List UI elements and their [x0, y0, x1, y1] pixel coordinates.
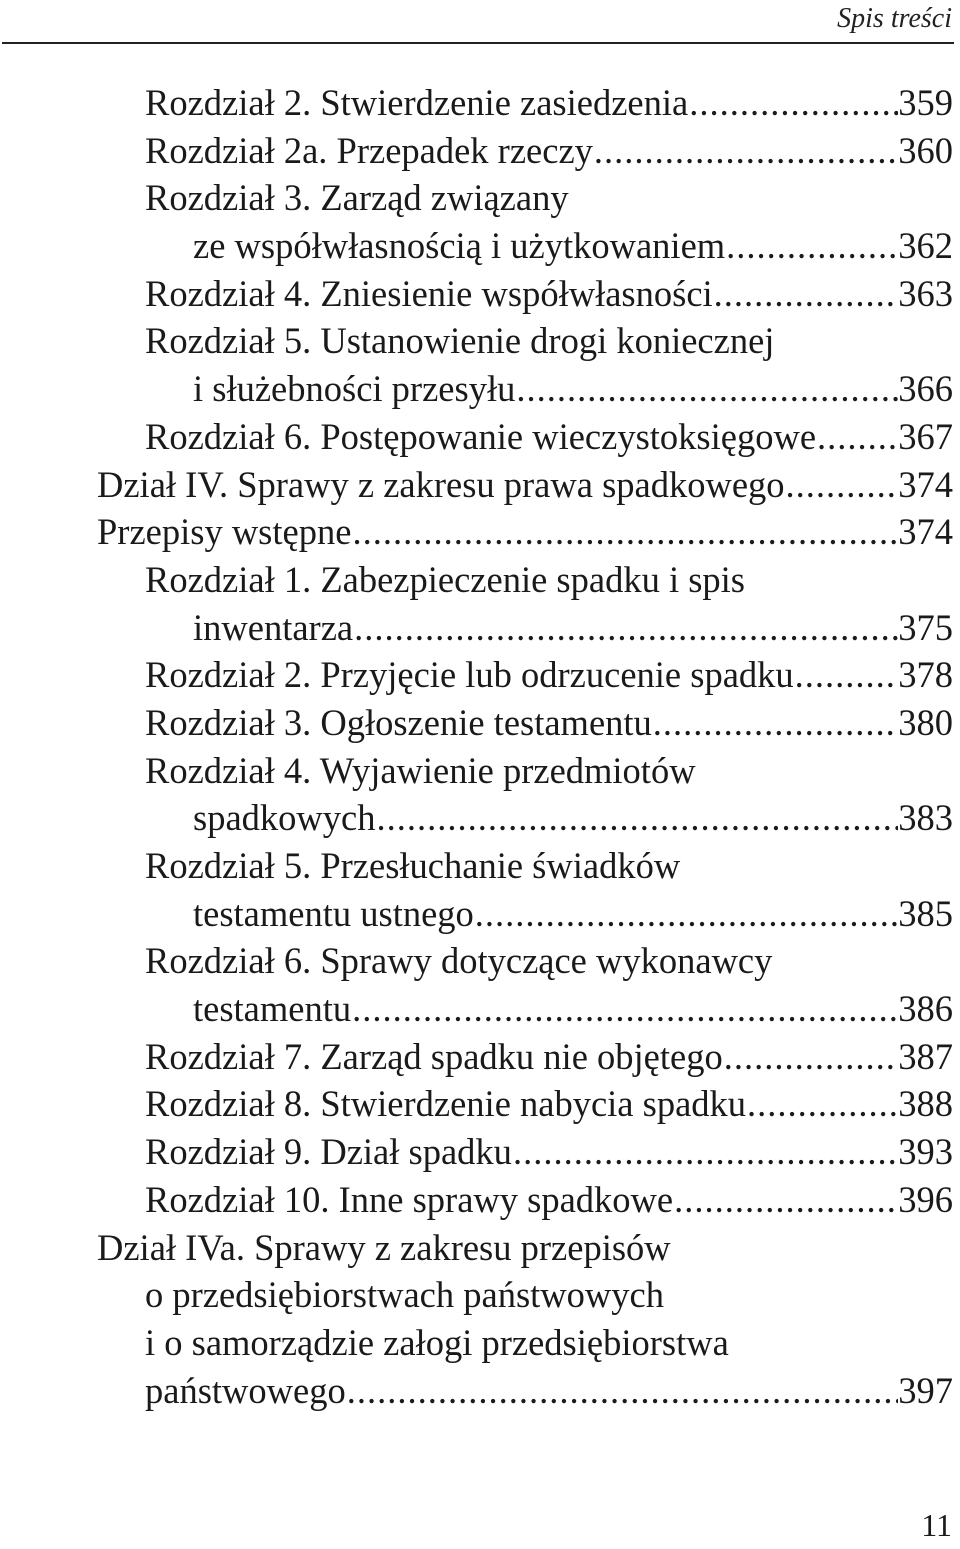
dot-leader: [673, 1176, 898, 1224]
toc-entry-title: Rozdział 3. Ogłoszenie testamentu: [145, 701, 652, 743]
dot-leader: [713, 270, 899, 318]
toc-page-number: 374: [898, 463, 953, 505]
toc-entry-title: państwowego: [145, 1369, 346, 1411]
dot-leader: [375, 794, 898, 842]
toc-entry[interactable]: [0, 79, 960, 127]
toc-entry[interactable]: [0, 556, 960, 604]
page-number: 11: [921, 1507, 952, 1543]
toc-page-number: 393: [898, 1131, 953, 1173]
toc-entry-title: Dział IV. Sprawy z zakresu prawa spadkowego: [97, 463, 785, 505]
toc-entry[interactable]: [0, 1033, 960, 1081]
toc-entry[interactable]: [0, 317, 960, 365]
toc-entry[interactable]: [0, 174, 960, 222]
dot-leader: [746, 1080, 898, 1128]
toc-entry[interactable]: [0, 413, 960, 461]
toc-entry[interactable]: [0, 270, 960, 318]
toc-entry-title: Rozdział 10. Inne sprawy spadkowe: [145, 1178, 674, 1220]
toc-entry[interactable]: [0, 1271, 960, 1319]
toc-entry[interactable]: [0, 508, 960, 556]
dot-leader: [346, 1367, 899, 1415]
dot-leader: [794, 651, 899, 699]
dot-leader: [353, 604, 898, 652]
toc-entry-title: Dział IVa. Sprawy z zakresu przepisów: [97, 1226, 671, 1268]
dot-leader: [816, 413, 898, 461]
toc-page-number: 388: [898, 1083, 953, 1125]
toc-entry-title: testamentu: [193, 988, 352, 1030]
toc-page-number: 380: [898, 701, 953, 743]
toc-entry-title: Rozdział 6. Sprawy dotyczące wykonawcy: [145, 940, 773, 982]
toc-entry-title: Przepisy wstępne: [97, 511, 352, 553]
toc-entry[interactable]: [0, 937, 960, 985]
toc-entry[interactable]: [0, 794, 960, 842]
dot-leader: [725, 222, 898, 270]
toc-entry-title: Rozdział 5. Ustanowienie drogi koniecznej: [145, 320, 775, 362]
toc-entry[interactable]: [0, 1128, 960, 1176]
toc-entry-title: inwentarza: [193, 606, 354, 648]
header-rule: [2, 42, 954, 44]
toc-entry-title: Rozdział 2a. Przepadek rzeczy: [145, 129, 593, 171]
dot-leader: [688, 79, 898, 127]
toc-page-number: 383: [898, 797, 953, 839]
toc-entry[interactable]: [0, 842, 960, 890]
toc-entry-title: Rozdział 4. Wyjawienie przedmiotów: [145, 749, 696, 791]
dot-leader: [474, 890, 898, 938]
toc-page-number: 385: [898, 892, 953, 934]
toc-page-number: 397: [898, 1369, 953, 1411]
toc-entry-title: Rozdział 6. Postępowanie wieczystoksięgowe: [145, 415, 817, 457]
toc-page-number: 359: [898, 82, 953, 123]
toc-entry-title: spadkowych: [193, 797, 376, 839]
toc-entry-title: Rozdział 3. Zarząd związany: [145, 177, 569, 219]
toc-page-number: 378: [898, 654, 953, 696]
dot-leader: [593, 127, 898, 175]
toc-entry-title: Rozdział 8. Stwierdzenie nabycia spadku: [145, 1083, 747, 1125]
toc-page-number: 387: [898, 1035, 953, 1077]
toc-entry[interactable]: [0, 127, 960, 175]
toc-entry[interactable]: [0, 1080, 960, 1128]
toc-entry-title: Rozdział 2. Stwierdzenie zasiedzenia: [145, 82, 689, 123]
toc-entry-title: Rozdział 9. Dział spadku: [145, 1131, 512, 1173]
toc-entry[interactable]: [0, 651, 960, 699]
toc-entry[interactable]: [0, 890, 960, 938]
dot-leader: [351, 508, 898, 556]
toc-entry-title: Rozdział 1. Zabezpieczenie spadku i spis: [145, 558, 746, 600]
toc-entry[interactable]: [0, 747, 960, 795]
dot-leader: [515, 365, 898, 413]
toc-entry[interactable]: [0, 365, 960, 413]
toc-entry-title: Rozdział 7. Zarząd spadku nie objętego: [145, 1035, 723, 1077]
toc-entry[interactable]: [0, 1367, 960, 1415]
toc-entry-title: Rozdział 2. Przyjęcie lub odrzucenie spadku: [145, 654, 794, 696]
toc-page-number: 374: [898, 511, 953, 553]
toc-entry-title: Rozdział 4. Zniesienie współwłasności: [145, 272, 713, 314]
toc-entry[interactable]: [0, 604, 960, 652]
toc-page-number: 363: [898, 272, 953, 314]
dot-leader: [723, 1033, 899, 1081]
toc-entry[interactable]: [0, 699, 960, 747]
toc-entry[interactable]: [0, 222, 960, 270]
dot-leader: [512, 1128, 898, 1176]
dot-leader: [785, 461, 899, 509]
toc-page-number: 386: [898, 988, 953, 1030]
toc-entry-title: testamentu ustnego: [193, 892, 474, 934]
toc-entry-title: i o samorządzie załogi przedsiębiorstwa: [145, 1321, 729, 1363]
toc-entry-title: i służebności przesyłu: [193, 368, 516, 410]
dot-leader: [652, 699, 898, 747]
toc-page-number: 366: [898, 368, 953, 410]
toc-entry[interactable]: [0, 1224, 960, 1272]
toc-page-number: 375: [898, 606, 953, 648]
toc-page-number: 362: [898, 225, 953, 267]
running-head: Spis treści: [837, 3, 952, 34]
toc-page-number: 360: [898, 129, 953, 171]
toc-entry-title: o przedsiębiorstwach państwowych: [145, 1274, 664, 1316]
toc-entry[interactable]: [0, 1319, 960, 1367]
toc-entry[interactable]: [0, 985, 960, 1033]
toc-page-number: 396: [898, 1178, 953, 1220]
table-of-contents: [0, 79, 960, 1414]
toc-entry-title: Rozdział 5. Przesłuchanie świadków: [145, 845, 681, 886]
toc-entry[interactable]: [0, 1176, 960, 1224]
dot-leader: [351, 985, 898, 1033]
toc-entry-title: ze współwłasnością i użytkowaniem: [193, 225, 726, 267]
toc-page-number: 367: [898, 415, 953, 457]
toc-entry[interactable]: [0, 461, 960, 509]
